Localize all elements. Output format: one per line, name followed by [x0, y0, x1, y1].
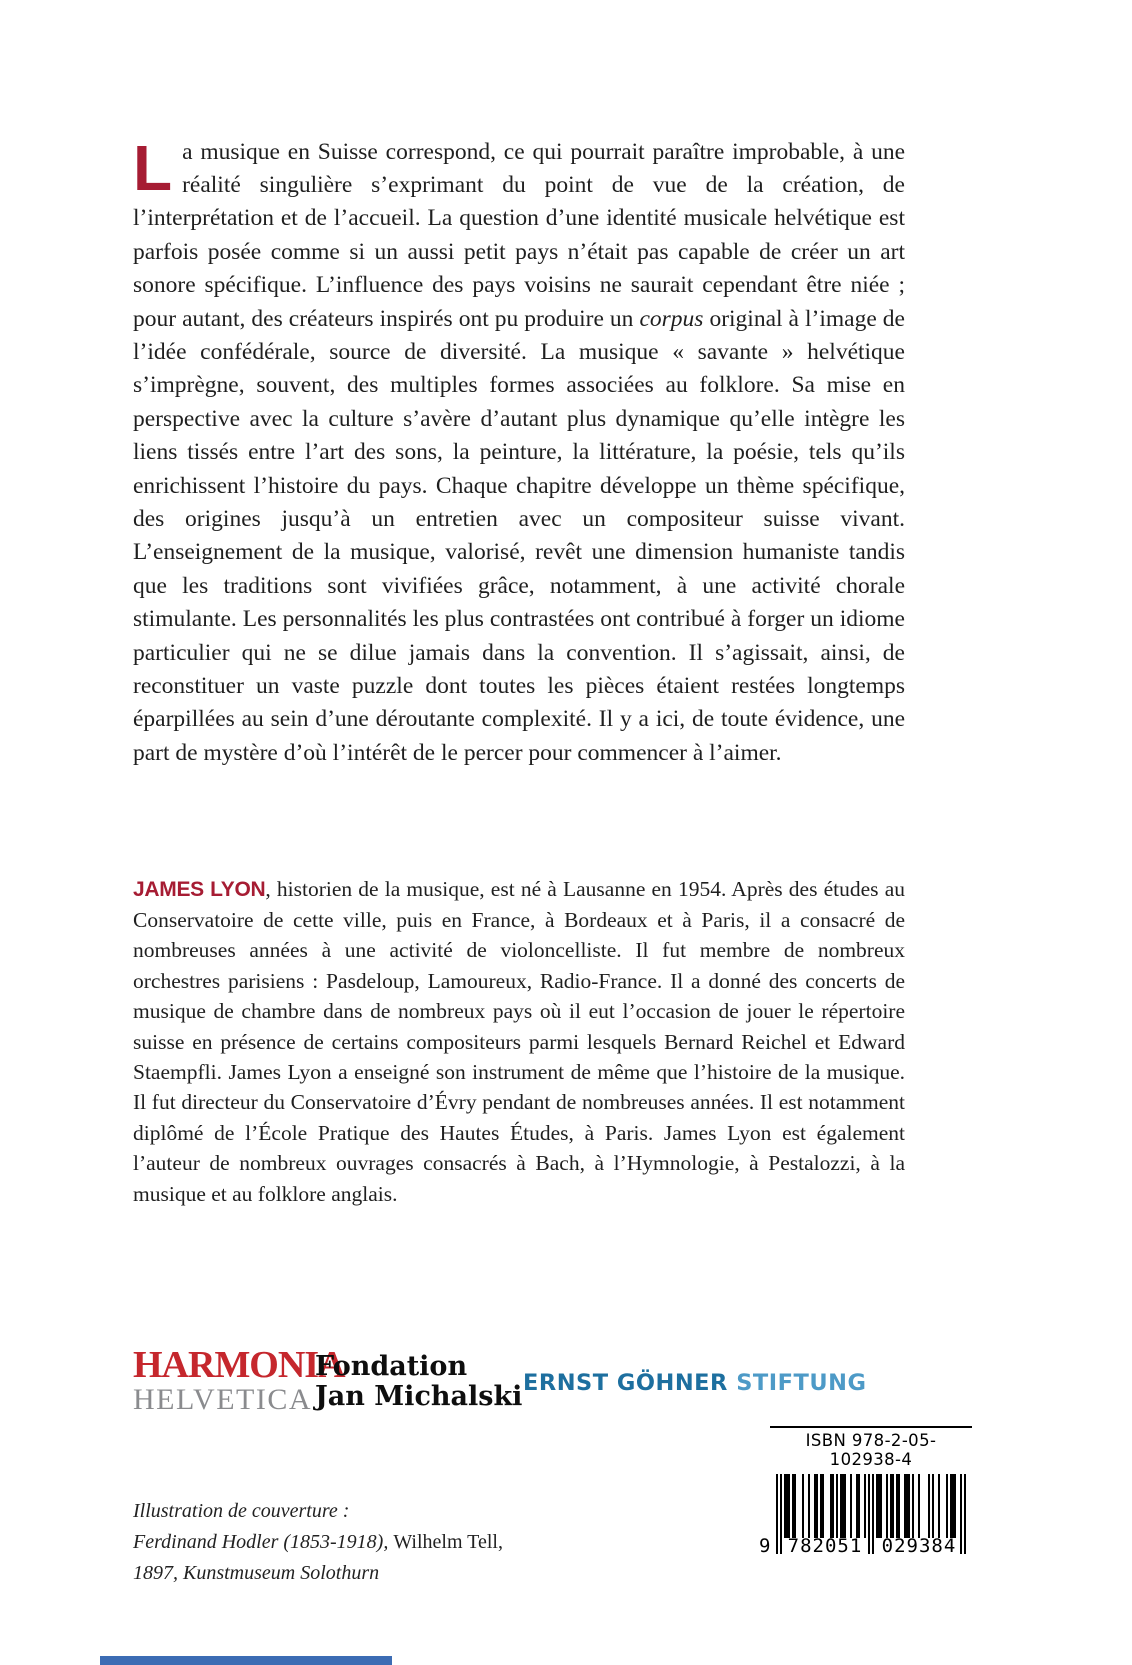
credits-artist: Ferdinand Hodler (1853-1918), — [133, 1531, 394, 1553]
ean13-barcode — [759, 1474, 966, 1574]
credits-artwork-title: Wilhelm Tell, — [393, 1531, 503, 1553]
synopsis-paragraph — [133, 131, 905, 771]
synopsis-corpus-italic: corpus — [639, 305, 704, 332]
fondation-logo-line1: Fondation — [315, 1351, 468, 1382]
author-bio-text: , historien de la musique, est né à Lausanne en 1954. Après des études au Conservatoire de cette ville, puis en France, à Bordeaux et à Paris, il a consacré de nombreuses années à une activité de violoncelliste. Il fut membre de nombreux orchestres parisiens : Pasdeloup, Lamoureux, Radio-France. Il a donné des concerts de musique de chambre dans de nombreux pays où il eut l’occasion de jouer le répertoire suisse en présence de certains compositeurs parmi lesquels Bernard Reichel et Edward Staempfli. James Lyon a enseigné son instrument de même que l’histoire de la musique. Il fut directeur du Conservatoire d’Évry pendant de nombreuses années. Il est notamment diplômé de l’École Pratique des Hautes Études, à Paris. James Lyon est également l’auteur de nombreux ouvrages consacrés à Bach, à l’Hymnologie, à Pestalozzi, à la musique et au folklore anglais. — [133, 876, 905, 1206]
author-bio-paragraph — [133, 874, 905, 1209]
fondation-jan-michalski-logo — [315, 1352, 522, 1412]
stiftung-text: STIFTUNG — [736, 1370, 867, 1396]
barcode-lead-digit: 9 — [759, 1535, 772, 1557]
credits-line2 — [133, 1527, 503, 1558]
fondation-logo-line2: Jan Michalski — [315, 1381, 523, 1412]
harmonia-logo-line2: HELVETICA — [133, 1383, 313, 1416]
isbn-block — [752, 1426, 982, 1574]
credits-line3: 1897, Kunstmuseum Solothurn — [133, 1562, 380, 1584]
ernst-goehner-text: ERNST GÖHNER — [523, 1370, 737, 1396]
synopsis-text-1: a musique en Suisse correspond, ce qui pourrait paraître improbable, à une réalité singulière s’exprimant du point de vue de la création, de l’interprétation et de l’accueil. La question d’une identité musicale helvétique est parfois posée comme si un aussi petit pays n’était pas capable de créer un art sonore spécifique. L’influence des pays voisins ne saurait cependant être niée ; pour autant, des créateurs inspirés ont pu produire un — [133, 138, 905, 332]
author-name: JAMES LYON — [133, 877, 266, 901]
harmonia-logo-line1: HARMONIA — [133, 1344, 345, 1386]
barcode-digits-group1: 782051 — [787, 1535, 863, 1557]
synopsis-text-2: original à l’image de l’idée confédérale, source de diversité. La musique « savante » helvétique s’imprègne, souvent, des multiples formes associées au folklore. Sa mise en perspective avec la culture s’avère d’autant plus dynamique qu’elle intègre les liens tissés entre l’art des sons, la peinture, la littérature, la poésie, tels qu’ils enrichissent l’histoire du pays. Chaque chapitre développe un thème spécifique, des origines jusqu’à un entretien avec un compositeur suisse vivant. L’enseignement de la musique, valorisé, revêt une dimension humaniste tandis que les traditions sont vivifiées grâce, notamment, à une activité chorale stimulante. Les personnalités les plus contrastées ont contribué à forger un idiome particulier qui ne se dilue jamais dans la convention. Il s’agissait, ainsi, de reconstituer un vaste puzzle dont toutes les pièces étaient restées longtemps éparpillées au sein d’une déroutante complexité. Il y a ici, de toute évidence, une part de mystère d’où l’intérêt de le percer pour commencer à l’aimer. — [133, 305, 905, 766]
credits-line1: Illustration de couverture : — [133, 1500, 350, 1522]
bottom-blue-bar — [100, 1656, 392, 1665]
harmonia-helvetica-logo — [133, 1346, 345, 1415]
isbn-label: ISBN 978-2-05-102938-4 — [805, 1431, 937, 1469]
dropcap-letter: L — [133, 131, 173, 204]
barcode-digits-group2: 029384 — [881, 1535, 957, 1557]
ernst-goehner-stiftung-logo — [523, 1370, 866, 1396]
cover-credits — [133, 1496, 503, 1589]
